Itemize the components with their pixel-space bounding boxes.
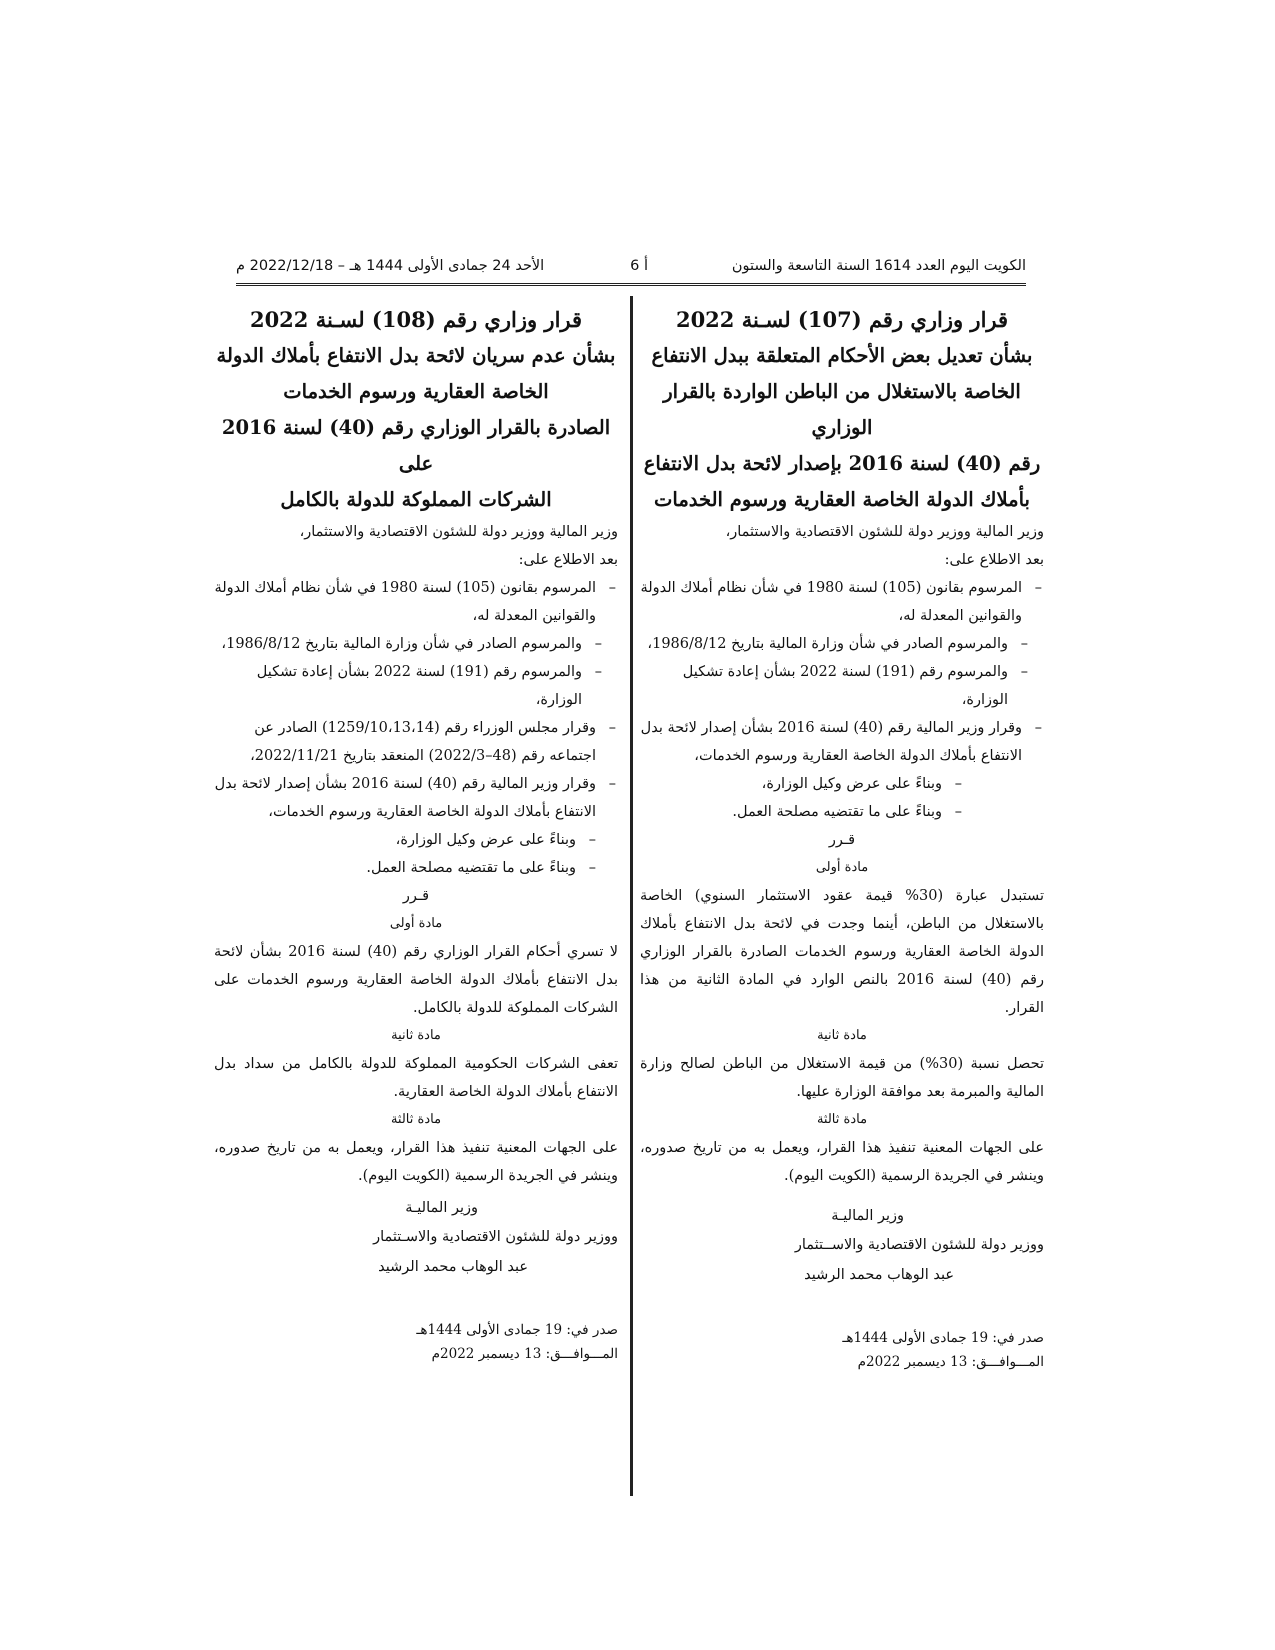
article-2-title: مادة ثانية <box>817 1028 867 1043</box>
decided-label: قـرر <box>402 888 430 904</box>
article-1-title: مادة أولى <box>389 916 443 931</box>
signatory-title-2: ووزير دولة للشئون الاقتصادية والاســتثمار <box>794 1237 1044 1253</box>
decision-subject-line: الخاصة العقارية ورسوم الخدمات <box>283 380 549 403</box>
article-2-text: تعفى الشركات الحكومية المملوكة للدولة بالكامل من سداد بدل الانتفاع بأملاك الدولة الخاصة العقارية. <box>214 1056 618 1100</box>
article-1-title: مادة أولى <box>815 860 869 875</box>
issue-date-hijri: صدر في: 19 جمادى الأولى 1444هـ <box>842 1330 1044 1346</box>
legal-basis-item: – وبناءً على عرض وكيل الوزارة، <box>214 826 598 854</box>
decision-title: قرار وزاري رقم (107) لسـنة 2022 <box>675 307 1009 332</box>
preamble: وزير المالية ووزير دولة للشئون الاقتصادية والاستثمار، <box>299 524 618 540</box>
article-1-text: تستبدل عبارة (30% قيمة عقود الاستثمار السنوي) الخاصة بالاستغلال من الباطن، أينما وجدت في لائحة بدل الانتفاع بأملاك الدولة الخاصة العقارية ورسوم الخدمات الصادرة بالقرار الوزاري رقم (40) لسنة 2016 بالنص الوارد في المادة الثانية من هذا القرار. <box>640 888 1044 1016</box>
signatory-name: عبد الوهاب محمد الرشيد <box>378 1259 528 1275</box>
decision-108-column <box>214 302 618 1366</box>
legal-basis-item: – وبناءً على ما تقتضيه مصلحة العمل. <box>214 854 598 882</box>
decision-title: قرار وزاري رقم (108) لسـنة 2022 <box>249 307 583 332</box>
article-3-title: مادة ثالثة <box>390 1112 442 1127</box>
decision-subject-line: بشأن عدم سريان لائحة بدل الانتفاع بأملاك الدولة <box>216 344 616 367</box>
page-number: أ 6 <box>630 258 648 274</box>
decision-subject-line: الصادرة بالقرار الوزاري رقم (40) لسنة 2016 على <box>221 416 611 475</box>
decided-label: قـرر <box>828 832 856 848</box>
header-rule <box>236 283 1026 286</box>
decision-subject-line: بشأن تعديل بعض الأحكام المتعلقة ببدل الانتفاع <box>651 344 1033 367</box>
article-2-title: مادة ثانية <box>391 1028 441 1043</box>
legal-basis-item: – المرسوم بقانون (105) لسنة 1980 في شأن نظام أملاك الدولة والقوانين المعدلة له، <box>640 574 1044 630</box>
issue-date-hijri: صدر في: 19 جمادى الأولى 1444هـ <box>416 1322 618 1338</box>
decision-subject-line: رقم (40) لسنة 2016 بإصدار لائحة بدل الانتفاع <box>643 452 1041 475</box>
legal-basis-item: – وقرار وزير المالية رقم (40) لسنة 2016 بشأن إصدار لائحة بدل الانتفاع بأملاك الدولة الخاصة العقارية ورسوم الخدمات، <box>640 714 1044 770</box>
article-1-text: لا تسري أحكام القرار الوزاري رقم (40) لسنة 2016 بشأن لائحة بدل الانتفاع بأملاك الدولة الخاصة العقارية ورسوم الخدمات على الشركات المملوكة للدولة بالكامل. <box>214 944 618 1016</box>
issue-date-gregorian: المـــوافـــق: 13 ديسمبر 2022م <box>857 1354 1044 1370</box>
decision-107-column <box>640 302 1044 1374</box>
decision-subject-line: الخاصة بالاستغلال من الباطن الواردة بالقرار الوزاري <box>663 380 1021 439</box>
signatory-name: عبد الوهاب محمد الرشيد <box>804 1267 954 1283</box>
legal-basis-item: – والمرسوم رقم (191) لسنة 2022 بشأن إعادة تشكيل الوزارة، <box>214 658 604 714</box>
article-3-text: على الجهات المعنية تنفيذ هذا القرار، ويعمل به من تاريخ صدوره، وينشر في الجريدة الرسمية (الكويت اليوم). <box>214 1140 618 1184</box>
preamble: وزير المالية ووزير دولة للشئون الاقتصادية والاستثمار، <box>725 524 1044 540</box>
gazette-issue-info: الكويت اليوم العدد 1614 السنة التاسعة والستون <box>731 258 1026 274</box>
after-review-label: بعد الاطلاع على: <box>518 552 618 568</box>
decision-subject-line: الشركات المملوكة للدولة بالكامل <box>280 488 552 511</box>
signatory-title: وزير الماليـة <box>405 1200 478 1216</box>
legal-basis-item: – المرسوم بقانون (105) لسنة 1980 في شأن نظام أملاك الدولة والقوانين المعدلة له، <box>214 574 618 630</box>
legal-basis-item: – والمرسوم الصادر في شأن وزارة المالية بتاريخ 1986/8/12، <box>640 630 1030 658</box>
signatory-title: وزير الماليـة <box>831 1208 904 1224</box>
decision-subject-line: بأملاك الدولة الخاصة العقارية ورسوم الخدمات <box>654 488 1030 511</box>
signatory-title-2: ووزير دولة للشئون الاقتصادية والاسـتثمار <box>373 1229 618 1245</box>
legal-basis-item: – وقرار مجلس الوزراء رقم (1259/10،13،14) الصادر عن اجتماعه رقم (48–2022/3) المنعقد بتاريخ 2022/11/21، <box>214 714 618 770</box>
article-3-title: مادة ثالثة <box>816 1112 868 1127</box>
article-2-text: تحصل نسبة (30%) من قيمة الاستغلال من الباطن لصالح وزارة المالية والمبرمة بعد موافقة الوزارة عليها. <box>640 1056 1044 1100</box>
after-review-label: بعد الاطلاع على: <box>944 552 1044 568</box>
legal-basis-item: – وبناءً على ما تقتضيه مصلحة العمل. <box>640 798 964 826</box>
legal-basis-item: – والمرسوم رقم (191) لسنة 2022 بشأن إعادة تشكيل الوزارة، <box>640 658 1030 714</box>
article-3-text: على الجهات المعنية تنفيذ هذا القرار، ويعمل به من تاريخ صدوره، وينشر في الجريدة الرسمية (الكويت اليوم). <box>640 1140 1044 1184</box>
legal-basis-item: – وقرار وزير المالية رقم (40) لسنة 2016 بشأن إصدار لائحة بدل الانتفاع بأملاك الدولة الخاصة العقارية ورسوم الخدمات، <box>214 770 618 826</box>
issue-date: الأحد 24 جمادى الأولى 1444 هـ – 2022/12/18 م <box>236 258 545 274</box>
page-header <box>236 258 1026 282</box>
legal-basis-item: – والمرسوم الصادر في شأن وزارة المالية بتاريخ 1986/8/12، <box>214 630 604 658</box>
issue-date-gregorian: المـــوافـــق: 13 ديسمبر 2022م <box>431 1346 618 1362</box>
legal-basis-item: – وبناءً على عرض وكيل الوزارة، <box>640 770 964 798</box>
column-divider <box>630 296 633 1496</box>
